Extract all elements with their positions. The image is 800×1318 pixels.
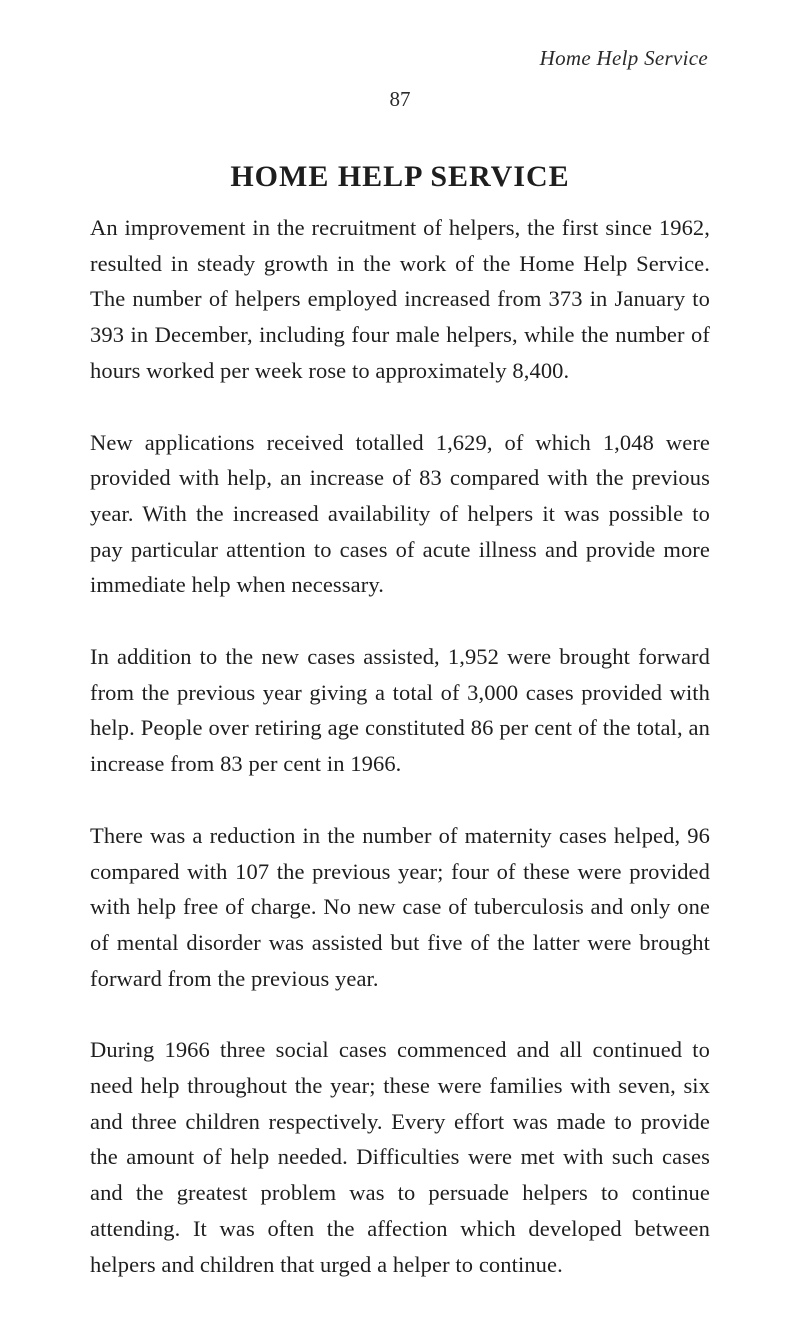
paragraph-cases-total: In addition to the new cases assisted, 1,952 were brought forward from the previous year giving a total of 3,000 cases provided with help. People over retiring age constituted 86 per cent of the total, an increase from 83 per cent in 1966. — [90, 644, 710, 777]
paragraph-maternity: There was a reduction in the number of maternity cases helped, 96 compared with 107 the previous year; four of these were provided with help free of charge. No new case of tuberculosis and only one of mental disorder was assisted but five of the latter were brought forward from the previous year. — [90, 822, 710, 991]
paragraph-recruitment: An improvement in the recruitment of helpers, the first since 1962, resulted in steady growth in the work of the Home Help Service. The number of helpers employed increased from 373 in January to 393 in December, including four male helpers, while the number of hours worked per week rose to approximately 8,400. — [90, 215, 710, 383]
paragraph-social-cases: During 1966 three social cases commenced and all continued to need help throughout the year; these were families with seven, six and three children respectively. Every effort was made to provide the amount of help needed. Difficulties were met with such cases and the greatest problem was to persuade helpers to continue attending. It was often the affection which developed between helpers and children that urged a helper to continue. — [90, 1037, 710, 1277]
page-title: HOME HELP SERVICE — [230, 160, 570, 193]
running-head: Home Help Service — [539, 46, 708, 70]
paragraph-applications: New applications received totalled 1,629, of which 1,048 were provided with help, an increase of 83 compared with the previous year. With the increased availability of helpers it was possible to pay particular attention to cases of acute illness and provide more immediate help when necessary. — [90, 429, 710, 598]
body-text — [90, 210, 710, 1318]
page-number: 87 — [389, 87, 411, 111]
